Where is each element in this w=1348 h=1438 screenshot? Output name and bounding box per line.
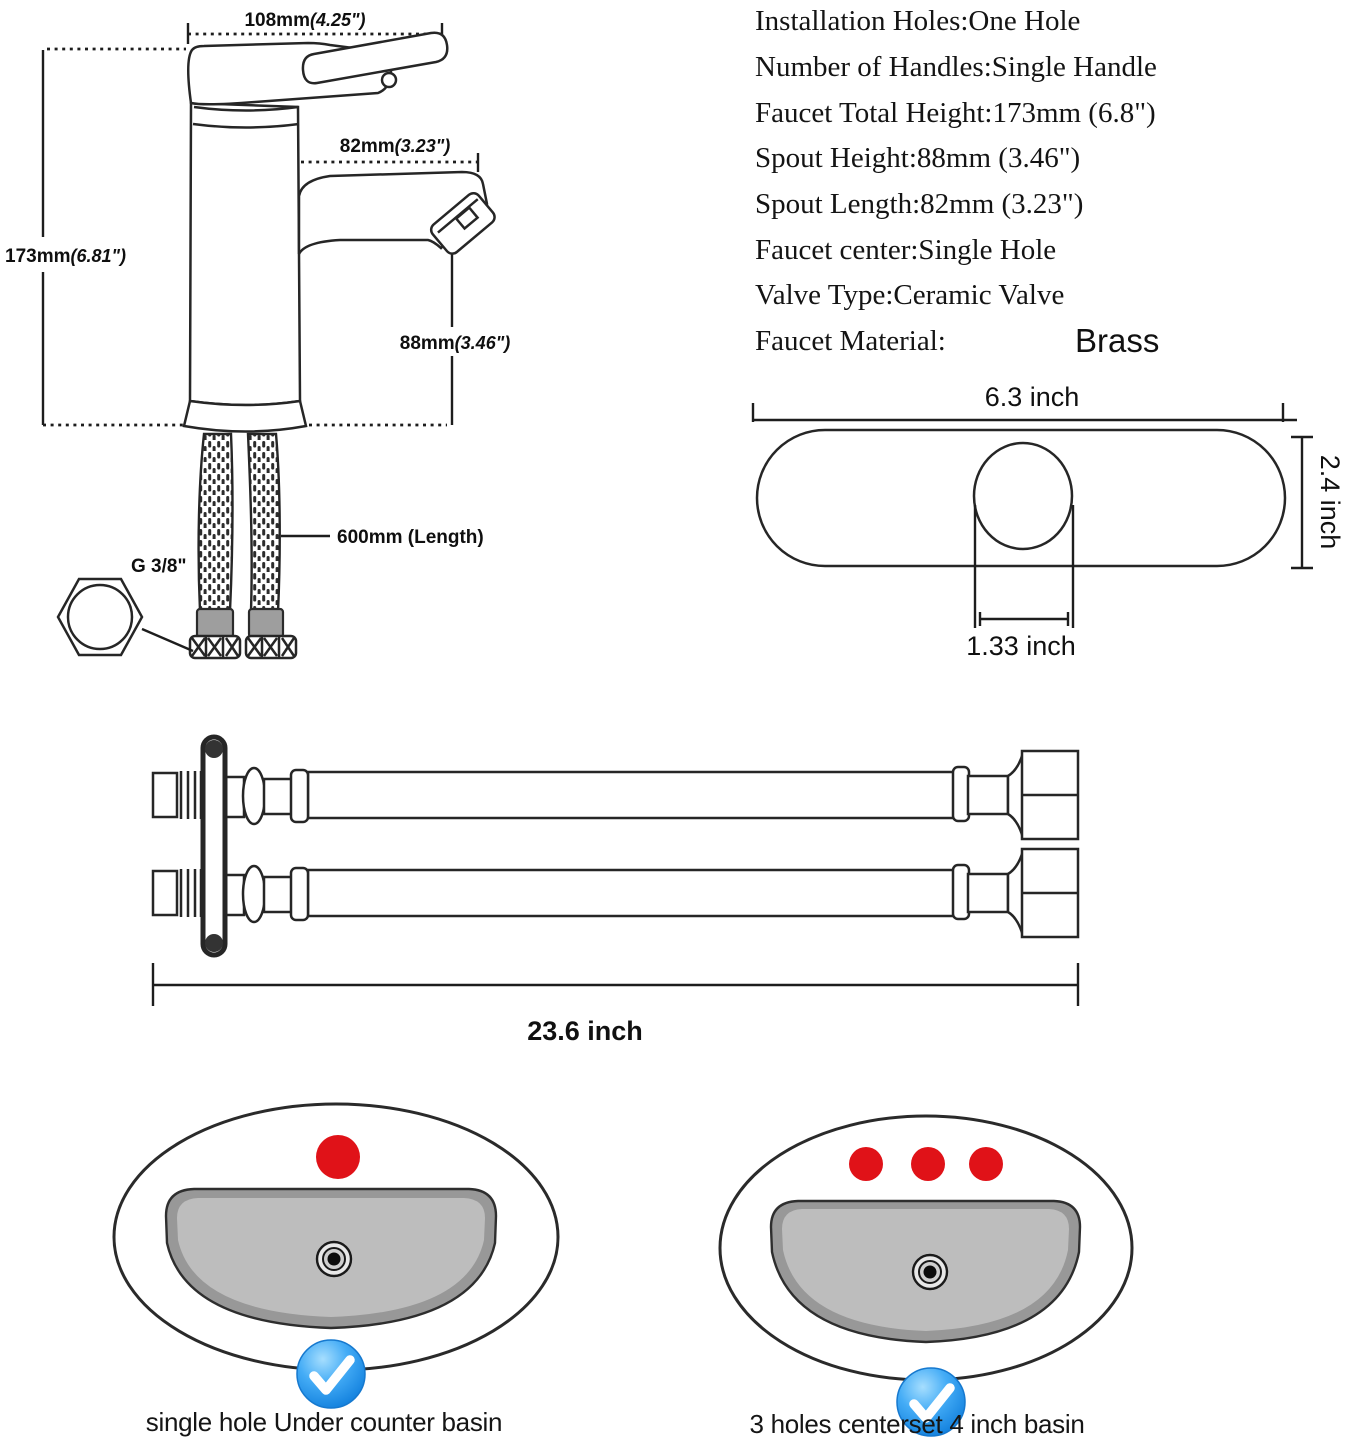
spec-line: Faucet center:Single Hole (755, 234, 1057, 266)
spec-line: Spout Height:88mm (3.46") (755, 142, 1081, 174)
hose-nut-left (190, 636, 240, 658)
spec-line: Valve Type:Ceramic Valve (755, 279, 1065, 311)
dim-total-height-inch: (6.81") (70, 246, 127, 266)
faucet-hole-dot (969, 1147, 1003, 1181)
thread-label: G 3/8" (131, 556, 187, 577)
spec-line: Faucet Total Height:173mm (6.8") (755, 97, 1156, 129)
hose-length-callout (281, 527, 484, 548)
plate-hole (974, 443, 1072, 549)
spec-line: Spout Length:82mm (3.23") (755, 188, 1084, 220)
thread-callout (58, 556, 193, 655)
svg-text:88mm(3.46") (400, 333, 510, 354)
plate-hole-label: 1.33 inch (966, 631, 1076, 661)
braided-hose-left (199, 434, 233, 611)
spec-material-value: Brass (1075, 322, 1160, 359)
faucet-body (190, 103, 300, 405)
dim-spout-length-mm: 82mm (339, 136, 395, 157)
drain-icon (913, 1255, 947, 1289)
dim-handle-width-inch: (4.25") (309, 10, 366, 30)
svg-text:82mm(3.23") (340, 136, 450, 157)
sink-single-hole (114, 1104, 558, 1437)
hose-nut-right (246, 636, 296, 658)
faucet-dimension-diagram (5, 10, 510, 658)
dim-spout-length (301, 136, 478, 172)
hose-mount-flange (203, 737, 225, 955)
dim-total-height-mm: 173mm (5, 246, 71, 267)
dim-spout-height (400, 253, 510, 425)
hex-nut-icon (58, 579, 142, 655)
dim-handle-width-mm: 108mm (244, 10, 310, 31)
faucet-hole-dot (316, 1135, 360, 1179)
supply-hose (153, 849, 1078, 937)
check-icon (297, 1340, 365, 1408)
drain-icon (317, 1242, 351, 1276)
deck-plate-diagram (753, 382, 1345, 661)
dim-spout-height-mm: 88mm (399, 333, 455, 354)
dim-spout-height-inch: (3.46") (454, 333, 511, 353)
sink-three-hole (720, 1116, 1132, 1438)
svg-text:108mm(4.25") (244, 10, 365, 31)
hose-length-dim (153, 963, 1078, 1046)
faucet-base (184, 401, 306, 432)
hose-length-value: 23.6 inch (527, 1016, 643, 1046)
faucet-hole-dot (849, 1147, 883, 1181)
spec-line: Installation Holes:One Hole (755, 5, 1081, 37)
sink-right-caption: 3 holes centerset 4 inch basin (749, 1409, 1085, 1438)
spec-list (755, 5, 1159, 359)
supply-hose-diagram (153, 737, 1078, 1046)
hose-ferrule-right (249, 609, 283, 637)
braided-hose-right (248, 434, 280, 612)
plate-width-label: 6.3 inch (984, 382, 1080, 412)
hose-length-label: 600mm (Length) (337, 527, 484, 548)
supply-hose (153, 751, 1078, 839)
svg-text:173mm(6.81") (5, 246, 126, 267)
sink-left-caption: single hole Under counter basin (145, 1407, 503, 1437)
plate-height-label: 2.4 inch (1315, 454, 1345, 550)
spec-line: Number of Handles:Single Handle (755, 51, 1157, 83)
faucet-hole-dot (911, 1147, 945, 1181)
hose-ferrule-left (197, 609, 233, 637)
handle-pivot (382, 73, 396, 87)
spec-line: Faucet Material: (755, 325, 946, 357)
dim-spout-length-inch: (3.23") (394, 136, 451, 156)
plate-height-dim (1291, 437, 1345, 568)
